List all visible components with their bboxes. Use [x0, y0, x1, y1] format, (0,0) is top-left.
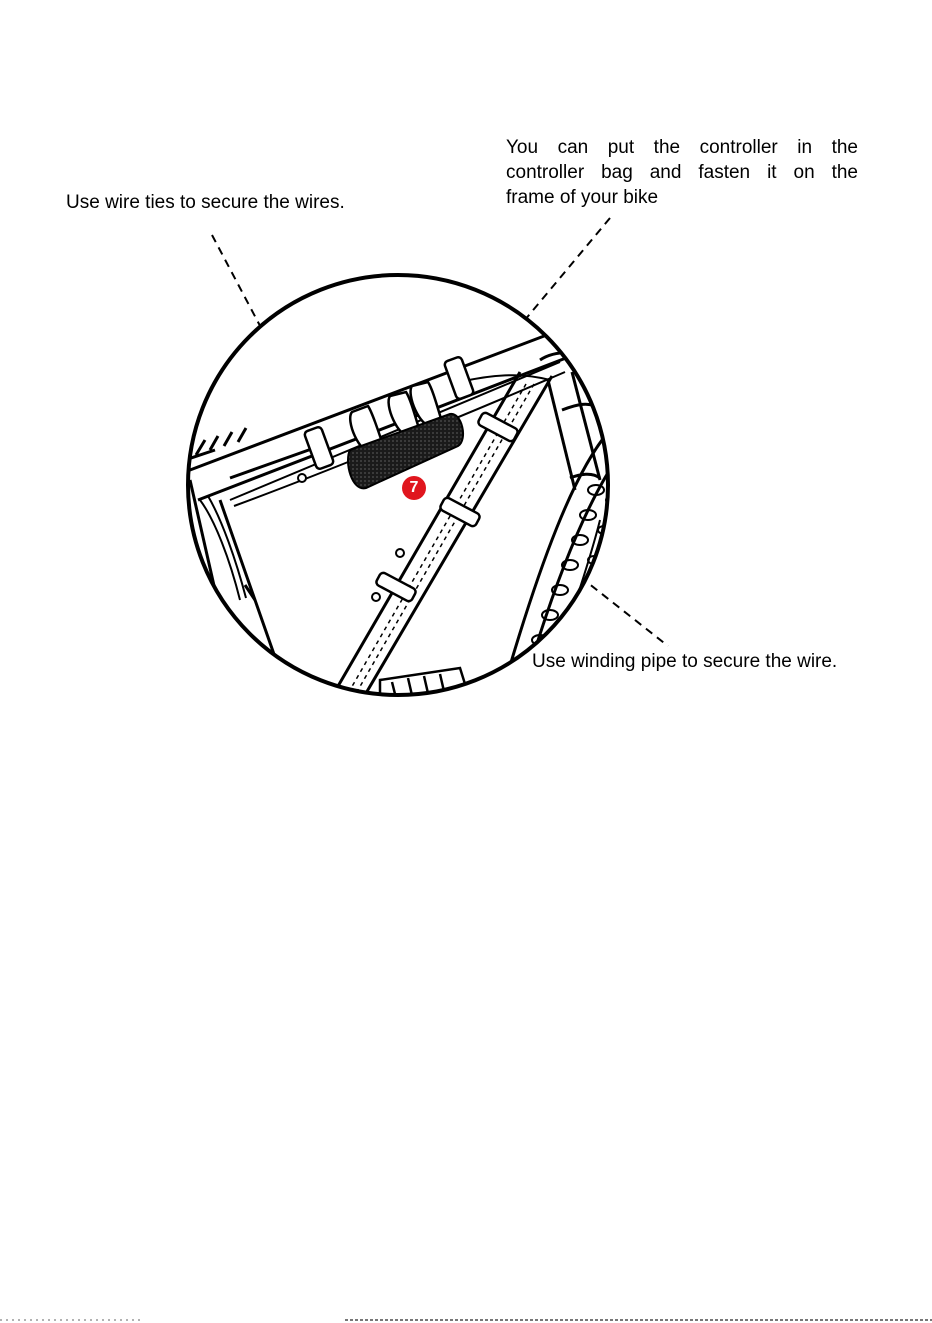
controller-bag-callout	[506, 135, 858, 210]
marker-7-label: 7	[409, 479, 419, 496]
controller-bag-callout-line-2: controller bag and fasten it on the	[506, 162, 858, 183]
controller-bag-callout-line-3: frame of your bike	[506, 187, 659, 208]
wire-ties-callout: Use wire ties to secure the wires.	[66, 192, 345, 213]
winding-pipe-callout: Use winding pipe to secure the wire.	[532, 651, 838, 672]
controller-bag-callout-line-1: You can put the controller in the	[506, 137, 858, 158]
